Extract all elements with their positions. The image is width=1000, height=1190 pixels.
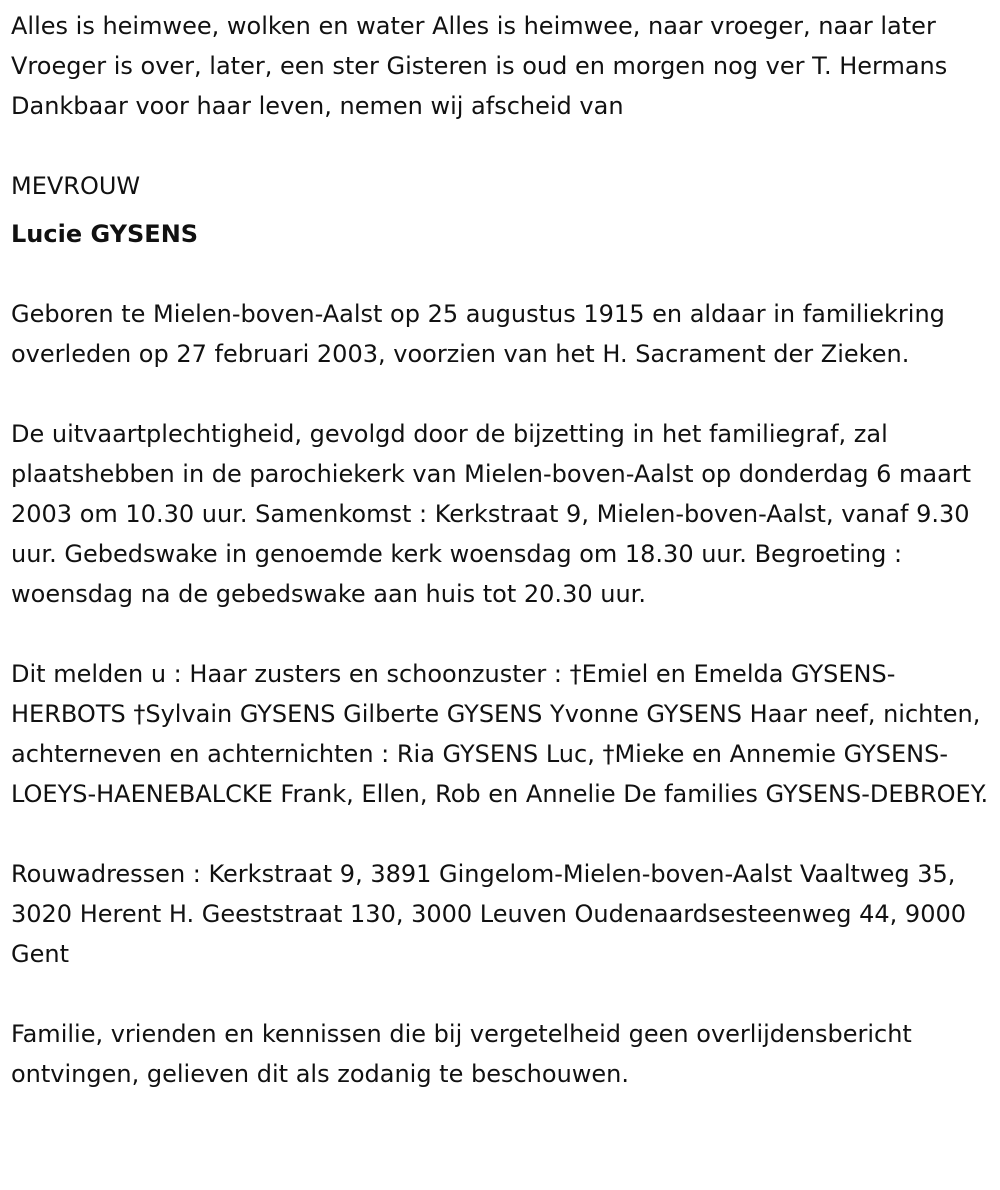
closing-paragraph: Familie, vrienden en kennissen die bij vergetelheid geen overlijdensbericht ontvingen, gelieven dit als zodanig te beschouwen. bbox=[11, 1020, 912, 1088]
family-paragraph: Dit melden u : Haar zusters en schoonzuster : †Emiel en Emelda GYSENS-HERBOTS †Sylvain GYSENS Gilberte GYSENS Yvonne GYSENS Haar neef, nichten, achterneven en achternichten : Ria GYSENS Luc, †Mieke en Annemie GYSENS-LOEYS-HAENEBALCKE Frank, Ellen, Rob en Annelie De families GYSENS-DEBROEY. bbox=[11, 660, 989, 808]
birth-death-paragraph: Geboren te Mielen-boven-Aalst op 25 augustus 1915 en aldaar in familiekring overleden op 27 februari 2003, voorzien van het H. Sacrament der Zieken. bbox=[11, 300, 945, 368]
ceremony-paragraph: De uitvaartplechtigheid, gevolgd door de bijzetting in het familiegraf, zal plaatshebben in de parochiekerk van Mielen-boven-Aalst op donderdag 6 maart 2003 om 10.30 uur. Samenkomst : Kerkstraat 9, Mielen-boven-Aalst, vanaf 9.30 uur. Gebedswake in genoemde kerk woensdag om 18.30 uur. Begroeting : woensdag na de gebedswake aan huis tot 20.30 uur. bbox=[11, 420, 972, 608]
salutation: MEVROUW bbox=[11, 172, 141, 200]
addresses-paragraph: Rouwadressen : Kerkstraat 9, 3891 Gingelom-Mielen-boven-Aalst Vaaltweg 35, 3020 Herent H. Geeststraat 130, 3000 Leuven Oudenaardsesteenweg 44, 9000 Gent bbox=[11, 860, 967, 968]
poem-paragraph: Alles is heimwee, wolken en water Alles is heimwee, naar vroeger, naar later Vroeger is over, later, een ster Gisteren is oud en morgen nog ver T. Hermans Dankbaar voor haar leven, nemen wij afscheid van bbox=[11, 12, 948, 120]
deceased-name: Lucie GYSENS bbox=[11, 220, 199, 248]
